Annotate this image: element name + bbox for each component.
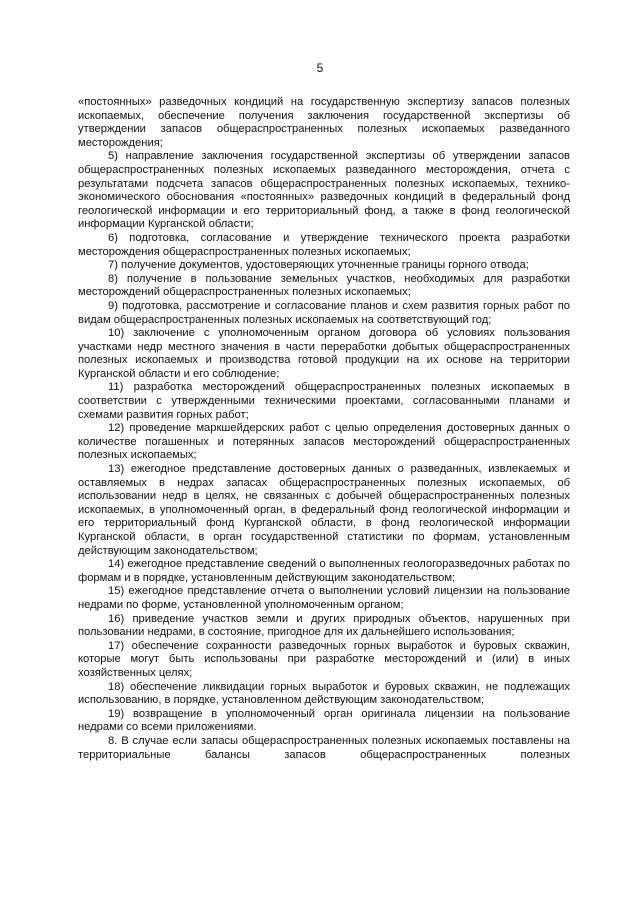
paragraph: 9) подготовка, рассмотрение и согласование планов и схем развития горных работ по видам общераспространенных полезных ископаемых на соответствующий год; [78,299,570,326]
paragraph: 19) возвращение в уполномоченный орган оригинала лицензии на пользование недрами со всеми приложениями. [78,707,570,734]
paragraph: 10) заключение с уполномоченным органом договора об условиях пользования участками недр местного значения в части переработки добытых общераспространенных полезных ископаемых и производства готовой продукции на их основе на территории Курганской области и его соблюдение; [78,327,570,380]
paragraph: 6) подготовка, согласование и утверждение технического проекта разработки месторождения общераспространенных полезных ископаемых; [78,231,570,258]
document-body [78,96,570,762]
paragraph: 14) ежегодное представление сведений о выполненных геологоразведочных работах по формам и в порядке, установленным действующим законодательством; [78,558,570,584]
paragraph: 15) ежегодное представление отчета о выполнении условий лицензии на пользование недрами по форме, установленной уполномоченным органом; [78,585,570,611]
paragraph: 18) обеспечение ликвидации горных выработок и буровых скважин, не подлежащих использованию, в порядке, установленном действующим законодательством; [78,680,570,707]
paragraph: 16) приведение участков земли и других природных объектов, нарушенных при пользовании недрами, в состояние, пригодное для их дальнейшего использования; [78,612,570,639]
paragraph: 17) обеспечение сохранности разведочных горных выработок и буровых скважин, которые могут быть использованы при разработке месторождений и (или) в иных хозяйственных целях; [78,639,570,679]
paragraph-continuation: «постоянных» разведочных кондиций на государственную экспертизу запасов полезных ископаемых, обеспечение получения заключения государственной экспертизы об утверждении запасов общераспространенных полезных ископаемых разведанного месторождения; [78,96,570,149]
paragraph: 8. В случае если запасы общераспространенных полезных ископаемых поставлены на территориальные балансы запасов общераспространенных полезных [78,734,570,761]
paragraph: 11) разработка месторождений общераспространенных полезных ископаемых в соответствии с утвержденными техническими проектами, согласованными планами и схемами развития горных работ; [78,381,570,421]
paragraph: 12) проведение маркшейдерских работ с целью определения достоверных данных о количестве погашенных и потерянных запасов месторождений общераспространенных полезных ископаемых; [78,422,570,462]
paragraph: 8) получение в пользование земельных участков, необходимых для разработки месторождений общераспространенных полезных ископаемых; [78,272,570,299]
paragraph: 13) ежегодное представление достоверных данных о разведанных, извлекаемых и оставляемых в недрах запасах общераспространенных полезных ископаемых, об использовании недр в целях, не связанных с добычей общераспространенных полезных ископаемых, в уполномоченный орган, в федеральный фонд геологической информации и его территориальный фонд Курганской области, в фонд геологической информации Курганской области, в орган государственной статистики по формам, установленным действующим законодательством; [78,463,570,557]
page-number: 5 [316,61,324,75]
paragraph: 5) направление заключения государственной экспертизы об утверждении запасов общераспространенных полезных ископаемых разведанного месторождения, отчета с результатами подсчета запасов общераспространенных полезных ископаемых, технико-экономического обоснования «постоянных» разведочных кондиций в федеральный фонд геологической информации и его территориальный фонд, а также в фонд геологической информации Курганской области; [78,150,570,231]
paragraph: 7) получение документов, удостоверяющих уточненные границы горного отвода; [108,259,529,272]
